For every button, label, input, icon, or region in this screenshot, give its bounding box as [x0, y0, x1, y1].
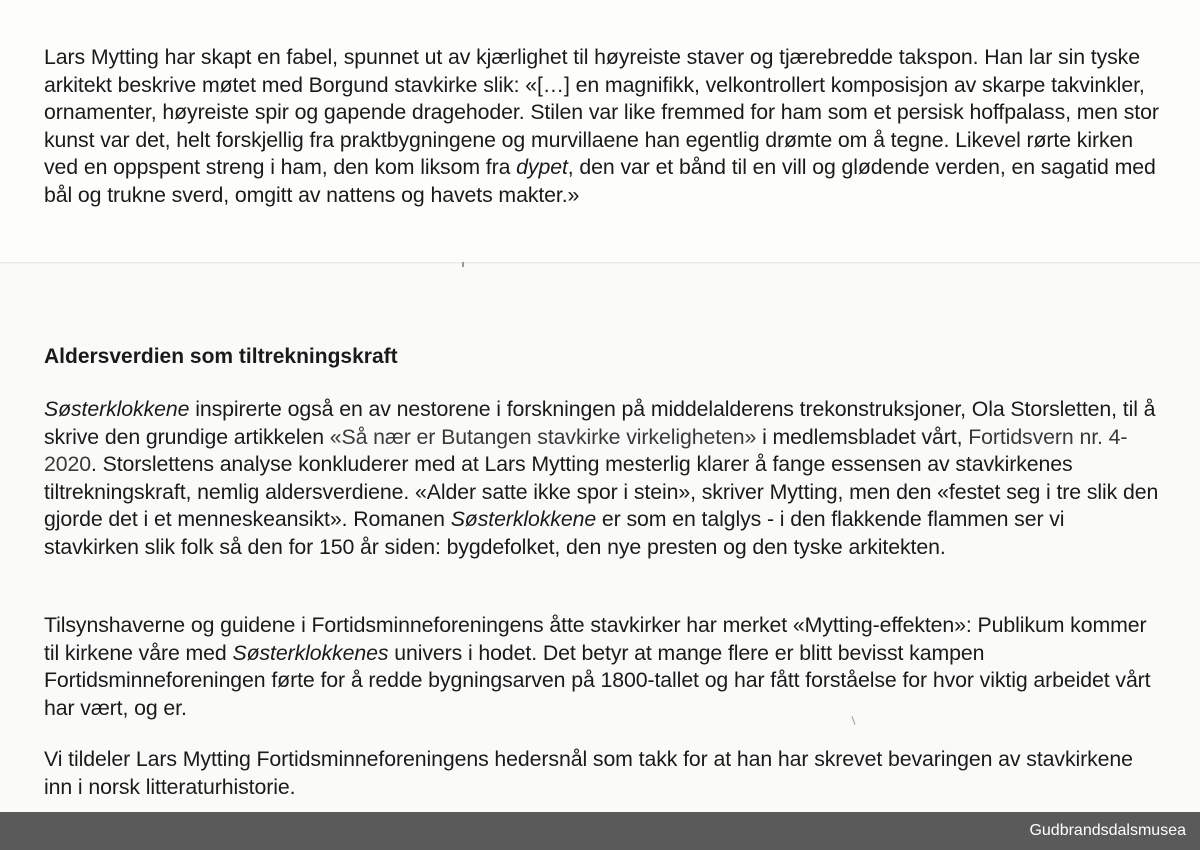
paragraph-text: , den var et bånd til en vill og glødende verden, en sagatid med bål og trukne sverd, omgitt av nattens og havets makter.» — [44, 155, 1156, 207]
paragraph-text: Lars Mytting har skapt en fabel, spunnet ut av kjærlighet til høyreiste staver og tjærebredde takspon. Han lar sin tyske arkitekt beskrive møtet med Borgund stavkirke slik: «[…] en magnifikk, velkontrollert komposisjon av skarpe takvinkler, ornamenter, høyreiste spir og gapende dragehoder. Stilen var like fremmed for ham som et persisk hoffpalass, men stor kunst var det, helt forskjellig fra praktbygningene og murvillaene han egentlig drømte om å tegne. Likevel rørte kirken ved en oppspent streng i ham, den kom liksom fra — [44, 45, 1159, 180]
paragraph-text: inspirerte også en av nestorene i forskningen på middelalderens trekonstruksjoner, Ola Storsletten, til å skrive den grundige artikkelen — [44, 397, 1156, 449]
book-title-text: Søsterklokkene — [450, 507, 597, 532]
book-title-text: Søsterklokkenes — [232, 640, 389, 665]
paragraph-quote — [44, 44, 1164, 210]
emphasis-text: dypet — [516, 155, 568, 180]
paragraph-award: Vi tildeler Lars Mytting Fortidsminneforeningens hedersnål som takk for at han har skrevet bevaringen av stavkirkene inn i norsk litteraturhistorie. — [44, 747, 1133, 799]
paragraph-text: Tilsynshaverne og guidene i Fortidsminneforeningens åtte stavkirker har merket «Mytting-effekten»: Publikum kommer til kirkene våre med — [44, 613, 1147, 665]
paragraph-text: i medlemsbladet vårt, — [756, 424, 969, 449]
paragraph-text: er som en talglys - i den flakkende flammen ser vi stavkirken slik folk så den for 150 år siden: bygdefolket, den nye presten og den tyske arkitekten. — [44, 507, 1065, 559]
paragraph-text: . Storslettens analyse konkluderer med at Lars Mytting mesterlig klarer å fange essensen av stavkirkenes tiltrekningskraft, nemlig aldersverdiene. «Alder satte ikke spor i stein», skriver Mytting, men den «festet seg i tre slik den gjorde det i et menneskeansikt». Romanen — [44, 452, 1159, 532]
footer-bar — [0, 812, 1200, 850]
paragraph-text: univers i hodet. Det betyr at mange flere er blitt bevisst kampen Fortidsminneforeningen førte for å redde bygningsarven på 1800-tallet og har fått forståelse for hvor viktig arbeidet vårt har vært, og er. — [44, 640, 1151, 720]
magazine-link[interactable]: Fortidsvern nr. 4-2020 — [44, 424, 1128, 477]
scan-speck — [462, 262, 464, 267]
paragraph-effect — [44, 612, 1164, 722]
book-title-text: Søsterklokkene — [44, 397, 190, 421]
museum-watermark: Gudbrandsdalsmusea — [1029, 822, 1186, 839]
article-link[interactable]: «Så nær er Butangen stavkirke virkeligheten» — [329, 424, 757, 449]
paragraph-analysis — [44, 396, 1164, 562]
section-heading: Aldersverdien som tiltrekningskraft — [44, 345, 398, 368]
